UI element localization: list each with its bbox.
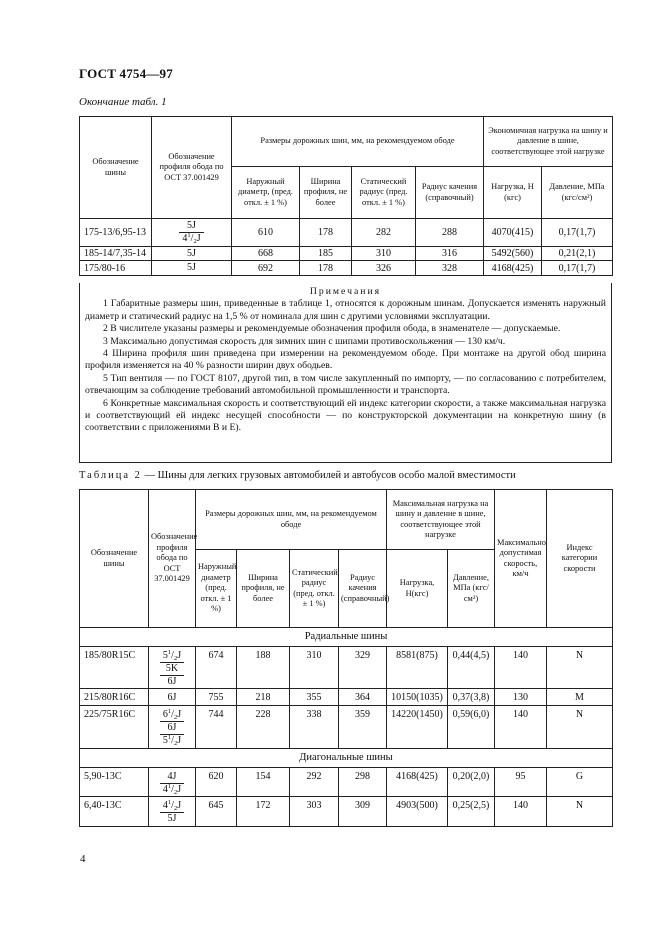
table1-notes [79,283,612,463]
cell-width: 188 [237,647,290,689]
note-item: 5 Тип вентиля — по ГОСТ 8107, другой тип, в том числе закупленный по импорту, — по согласованию с потребителем, отвечающим за соблюдение требований автомобильной промышленности и транспорта. [85,372,606,397]
section-title: Диагональные шины [80,748,613,767]
rim-fraction [184,262,199,274]
rim-designation: $5^1/_2J$ [160,650,184,663]
tire-designation: 185/80R15C [80,647,149,689]
rim-cell [152,246,232,261]
cell-pressure: 0,25(2,5) [448,797,495,827]
cell-pressure: 0,17(1,7) [542,219,613,247]
t2-header-outer-diameter: Наружный диаметр (пред. откл. ± 1 %) [196,550,237,628]
rim-cell [149,767,196,797]
rim-cell [149,647,196,689]
rim-designation: $4^1/_2J$ [160,800,184,813]
rim-designation: 6J [167,675,177,687]
cell-rolling: 364 [339,689,387,706]
cell-pressure: 0,59(6,0) [448,706,495,748]
t2-header-pressure: Давление, МПа (кгс/см²) [448,550,495,628]
t1-header-road-sizes: Размеры дорожных шин, мм, на рекомендуемом ободе [232,117,484,167]
rim-designation: 6J [160,722,184,735]
rim-designation: $5^1/_2J$ [162,733,182,747]
cell-diameter: 692 [232,261,300,276]
t1-header-designation: Обозначение шины [80,117,152,219]
t1-header-load: Нагрузка, Н (кгс) [484,167,542,219]
cell-static: 282 [352,219,416,247]
cell-load: 4168(425) [484,261,542,276]
table-row [80,246,613,261]
cell-diameter: 674 [196,647,237,689]
cell-width: 178 [300,261,352,276]
cell-speed: 140 [495,797,547,827]
rim-designation: 5J [167,813,177,825]
section-row [80,748,613,767]
cell-rolling: 359 [339,706,387,748]
cell-static: 310 [290,647,339,689]
note-item: 3 Максимально допустимая скорость для зимних шин с шипами противоскольжения — 130 км/ч. [103,335,506,347]
cell-load: 8581(875) [387,647,448,689]
t1-header-profile-width: Ширина профиля, не более [300,167,352,219]
table-row [80,647,613,689]
cell-static: 310 [352,246,416,261]
cell-load: 14220(1450) [387,706,448,748]
t2-header-road-sizes: Размеры дорожных шин, мм, на рекомендуемом ободе [196,490,387,550]
cell-rolling: 329 [339,647,387,689]
cell-pressure: 0,37(3,8) [448,689,495,706]
rim-designation: 5K [160,663,184,676]
t2-header-rim-profile: Обозначение профиля обода по ОСТ 37.001429 [149,490,196,628]
table2-caption [79,470,516,481]
rim-designation: 5J [187,247,196,259]
note-item: 2 В числителе указаны размеры и рекомендуемые обозначения профиля обода, в знаменателе — допускаемые. [103,323,561,335]
cell-diameter: 610 [232,219,300,247]
rim-cell [149,689,196,706]
rim-fraction [160,709,184,746]
cell-speed: 140 [495,647,547,689]
cell-speed: 140 [495,706,547,748]
rim-fraction [165,692,180,704]
table2-caption-text: — Шины для легких грузовых автомобилей и автобусов особо малой вместимости [141,470,516,481]
tire-designation: 175/80-16 [80,261,152,276]
page-number: 4 [80,853,86,865]
table-row [80,261,613,276]
rim-designation: 6J [167,692,177,704]
section-row [80,628,613,647]
rim-cell [149,797,196,827]
cell-load: 4070(415) [484,219,542,247]
tire-designation: 175-13/6,95-13 [80,219,152,247]
t2-header-designation: Обозначение шины [80,490,149,628]
cell-width: 185 [300,246,352,261]
cell-speed: 95 [495,767,547,797]
rim-fraction [184,248,199,260]
cell-load: 4903(500) [387,797,448,827]
cell-speed: 130 [495,689,547,706]
standard-designation: ГОСТ 4754—97 [79,66,173,81]
cell-index: M [547,689,613,706]
cell-static: 326 [352,261,416,276]
rim-cell [152,261,232,276]
cell-load: 5492(560) [484,246,542,261]
rim-fraction [160,771,184,796]
cell-load: 10150(1035) [387,689,448,706]
t1-header-rim-profile: Обозначение профиля обода по ОСТ 37.001429 [152,117,232,219]
table-row [80,689,613,706]
t1-header-pressure: Давление, МПа (кгс/см²) [542,167,613,219]
t1-header-econ-load: Экономичная нагрузка на шину и давление в шине, соответствующее этой нагрузке [484,117,613,167]
t2-header-static-radius: Статический радиус (пред. откл. ± 1 %) [290,550,339,628]
cell-rolling: 328 [416,261,484,276]
t2-header-max-load: Максимальная нагрузка на шину и давление в шине, соответствующее этой нагрузке [387,490,495,550]
cell-diameter: 645 [196,797,237,827]
t2-header-profile-width: Ширина профиля, не более [237,550,290,628]
cell-rolling: 298 [339,767,387,797]
cell-rolling: 316 [416,246,484,261]
tire-designation: 5,90-13C [80,767,149,797]
note-item: 6 Конкретные максимальная скорость и соответствующий ей индекс категории скорости, а также максимальная нагрузка и соответствующий ей индекс несущей способности — по конструкторской документации на конкретную шину (в соответствии с приложениями В и Е). [85,397,606,434]
cell-rolling: 288 [416,219,484,247]
cell-static: 338 [290,706,339,748]
cell-diameter: 755 [196,689,237,706]
cell-static: 355 [290,689,339,706]
rim-designation: $6^1/_2J$ [160,709,184,722]
cell-static: 292 [290,767,339,797]
rim-designation: 5J [187,262,196,274]
rim-cell [152,219,232,247]
rim-designation: 5J [179,220,203,233]
cell-index: N [547,797,613,827]
cell-diameter: 668 [232,246,300,261]
table1-caption: Окончание табл. 1 [79,96,167,108]
table1 [79,116,613,276]
rim-designation: $4^1/_2J$ [162,782,182,796]
cell-index: G [547,767,613,797]
cell-rolling: 309 [339,797,387,827]
tire-designation: 6,40-13C [80,797,149,827]
t2-header-load: Нагрузка, Н(кгс) [387,550,448,628]
t2-header-max-speed: Максимально допустимая скорость, км/ч [495,490,547,628]
cell-static: 303 [290,797,339,827]
tire-designation: 225/75R16C [80,706,149,748]
cell-pressure: 0,44(4,5) [448,647,495,689]
table-row [80,797,613,827]
note-item: 4 Ширина профиля шин приведена при измерении на рекомендуемом ободе. При монтаже на другой обод ширина профиля изменяется на 40 % разности ширин двух ободьев. [85,348,606,372]
rim-fraction [160,650,184,687]
rim-designation: $4^1/_2J$ [182,231,201,245]
rim-designation: 4J [160,771,184,784]
rim-fraction [160,800,184,825]
rim-fraction [179,220,203,245]
section-title: Радиальные шины [80,628,613,647]
cell-width: 154 [237,767,290,797]
notes-title: Примечания [309,286,382,297]
cell-index: N [547,647,613,689]
cell-width: 228 [237,706,290,748]
t2-header-rolling-radius: Радиус качения (справочный) [339,550,387,628]
cell-pressure: 0,21(2,1) [542,246,613,261]
t1-header-outer-diameter: Наружный диаметр, (пред. откл. ± 1 %) [232,167,300,219]
cell-diameter: 744 [196,706,237,748]
t1-header-rolling-radius: Радиус качения (справочный) [416,167,484,219]
table-row [80,219,613,247]
cell-index: N [547,706,613,748]
cell-pressure: 0,20(2,0) [448,767,495,797]
table2-caption-label: Таблица 2 [79,470,142,481]
note-item: 1 Габаритные размеры шин, приведенные в таблице 1, относятся к дорожным шинам. Допускается изменять наружный диаметр и статический радиус на 1,5 % от номинала для шин с другими условиями эксплуатации. [85,298,606,322]
t2-header-speed-index: Индекс категории скорости [547,490,613,628]
rim-cell [149,706,196,748]
cell-width: 218 [237,689,290,706]
table2 [79,489,613,827]
cell-width: 178 [300,219,352,247]
tire-designation: 185-14/7,35-14 [80,246,152,261]
tire-designation: 215/80R16C [80,689,149,706]
cell-width: 172 [237,797,290,827]
cell-pressure: 0,17(1,7) [542,261,613,276]
table-row [80,706,613,748]
cell-diameter: 620 [196,767,237,797]
table-row [80,767,613,797]
cell-load: 4168(425) [387,767,448,797]
t1-header-static-radius: Статический радиус (пред. откл. ± 1 %) [352,167,416,219]
